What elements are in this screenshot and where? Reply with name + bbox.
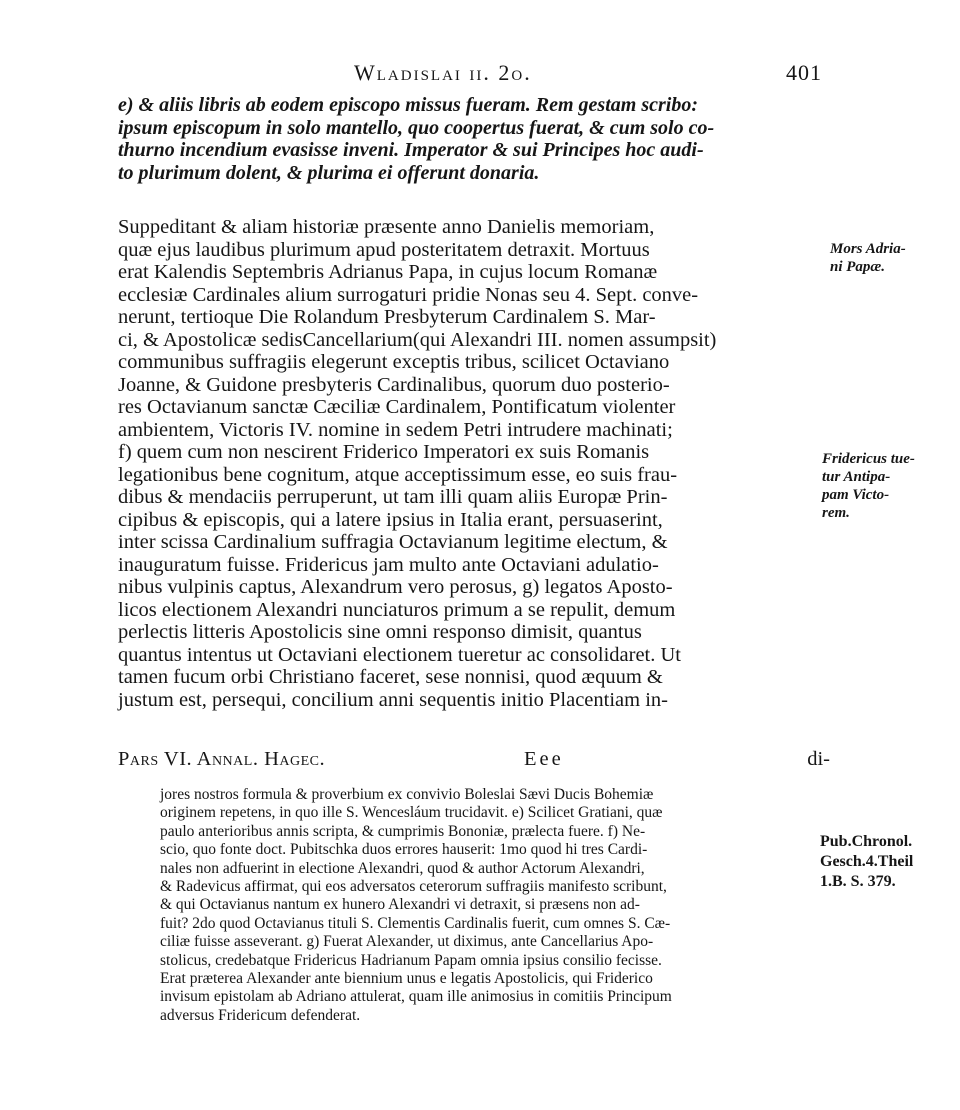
page-number: 401 [786,60,822,85]
text-line: cipibus & episcopis, qui a latere ipsius in Italia erant, persuaserint, [118,508,663,531]
text-line: e) & aliis libris ab eodem episcopo missus fueram. Rem gestam scribo: [118,94,698,116]
footnote-line: originem repetens, in quo ille S. Wencesláum trucidavit. e) Scilicet Gratiani, quæ [160,804,663,822]
catchword: di- [807,748,830,770]
running-title: Wladislai ii. 2o. [354,60,532,85]
footnote-line: ciliæ fuisse asseverant. g) Fuerat Alexander, ut diximus, ante Cancellarius Apo- [160,933,654,951]
text-line: f) quem cum non nescirent Friderico Imperatori ex suis Romanis [118,441,650,463]
text-line: nerunt, tertioque Die Rolandum Presbyterum Cardinalem S. Mar- [118,306,656,328]
margin-note-line: Gesch.4.Theil [820,853,914,870]
text-line: tamen fucum orbi Christiano faceret, sese nonnisi, quod æquum & [118,666,663,688]
text-line: ecclesiæ Cardinales alium surrogaturi pridie Nonas seu 4. Sept. conve- [118,283,699,306]
signature-mark: Eee [524,748,564,770]
footnote-line: fuit? 2do quod Octavianus tituli S. Clementis Cardinalis fuerit, cum omnes S. Cæ- [160,914,671,932]
margin-note-line: Mors Adria- [830,241,906,257]
text-line: dibus & mendaciis perruperunt, ut tam illi quam aliis Europæ Prin- [118,486,668,508]
page-footer [118,748,830,772]
text-line: perlectis litteris Apostolicis sine omni responso dimisit, quantus [118,621,642,643]
text-line: quantus intentus ut Octaviani electionem tueretur ac consolidaret. Ut [118,643,681,666]
margin-note-reference [820,832,913,892]
text-line: erat Kalendis Septembris Adrianus Papa, in cujus locum Romanæ [118,261,658,283]
margin-note-line: rem. [822,505,850,521]
footnote-line: & qui Octavianus nantum ex hunero Alexandri vi detraxit, si præsens non ad- [160,896,640,914]
text-line: inter scissa Cardinalium suffragia Octavianum legitime electum, & [118,531,668,553]
running-head [118,60,830,90]
part-title: Pars VI. Annal. Hagec. [118,748,326,770]
footnote-line: nales non adfuerint in electione Alexandri, quod & author Actorum Alexandri, [160,859,645,877]
text-line: justum est, persequi, concilium anni sequentis initio Placentiam in- [118,688,668,711]
margin-note-line: ni Papæ. [830,259,886,275]
margin-note-line: Pub.Chronol. [820,833,913,850]
text-line: thurno incendium evasisse inveni. Imperator & sui Principes hoc audi- [118,139,704,161]
footnote-line: invisum epistolam ab Adriano attulerat, quam ille animosius in comitiis Principum [160,988,672,1006]
footnote-line: paulo anterioribus annis scripta, & cumprimis Bononiæ, prælecta fuere. f) Ne- [160,822,646,840]
text-line: quæ ejus laudibus plurimum apud posteritatem detraxit. Mortuus [118,238,650,261]
footnote-line: scio, quo fonte doct. Pubitschka duos errores hauserit: 1mo quod hi tres Cardi- [160,841,648,859]
margin-note-fridericus [822,450,915,522]
text-line: to plurimum dolent, & plurima ei offerunt donaria. [118,161,540,184]
text-line: inauguratum fuisse. Fridericus jam multo ante Octaviani adulatio- [118,553,659,576]
margin-note-line: Fridericus tue- [822,451,915,467]
text-line: legationibus bene cognitum, atque acceptissimum esse, eo suis frau- [118,463,678,486]
text-line: res Octavianum sanctæ Cæciliæ Cardinalem, Pontificatum violenter [118,396,676,418]
footnote-line: Erat præterea Alexander ante biennium unus e legatis Apostolicis, qui Friderico [160,969,653,987]
text-line: Joanne, & Guidone presbyteris Cardinalibus, quorum duo posterio- [118,373,670,396]
text-line: nibus vulpinis captus, Alexandrum vero perosus, g) legatos Aposto- [118,576,673,598]
italic-paragraph [118,94,830,184]
text-line: ambientem, Victoris IV. nomine in sedem Petri intrudere machinati; [118,418,673,441]
text-line: Suppeditant & aliam historiæ præsente anno Danielis memoriam, [118,216,655,238]
text-line: licos electionem Alexandri nunciaturos primum a se repulit, demum [118,598,676,621]
main-paragraph [118,216,830,711]
footnote-line: stolicus, credebatque Fridericus Hadrianum Papam omnia ipsius consilio fecisse. [160,951,662,969]
margin-note-mors-adriani [830,240,906,276]
footnote-line: adversus Fridericum defenderat. [160,1006,361,1024]
footnote-line: jores nostros formula & proverbium ex convivio Boleslai Sævi Ducis Bohemiæ [160,786,654,803]
text-line: communibus suffragiis elegerunt exceptis tribus, scilicet Octaviano [118,351,670,373]
footnotes [160,786,812,1025]
margin-note-line: tur Antipa- [822,469,891,485]
footnote-line: & Radevicus affirmat, qui eos adversatos ceterorum suffragiis manifesto scribunt, [160,877,667,895]
margin-note-line: 1.B. S. 379. [820,873,896,890]
text-line: ipsum episcopum in solo mantello, quo coopertus fuerat, & cum solo co- [118,116,715,139]
text-line: ci, & Apostolicæ sedisCancellarium(qui Alexandri III. nomen assumpsit) [118,328,717,351]
margin-note-line: pam Victo- [822,487,890,503]
